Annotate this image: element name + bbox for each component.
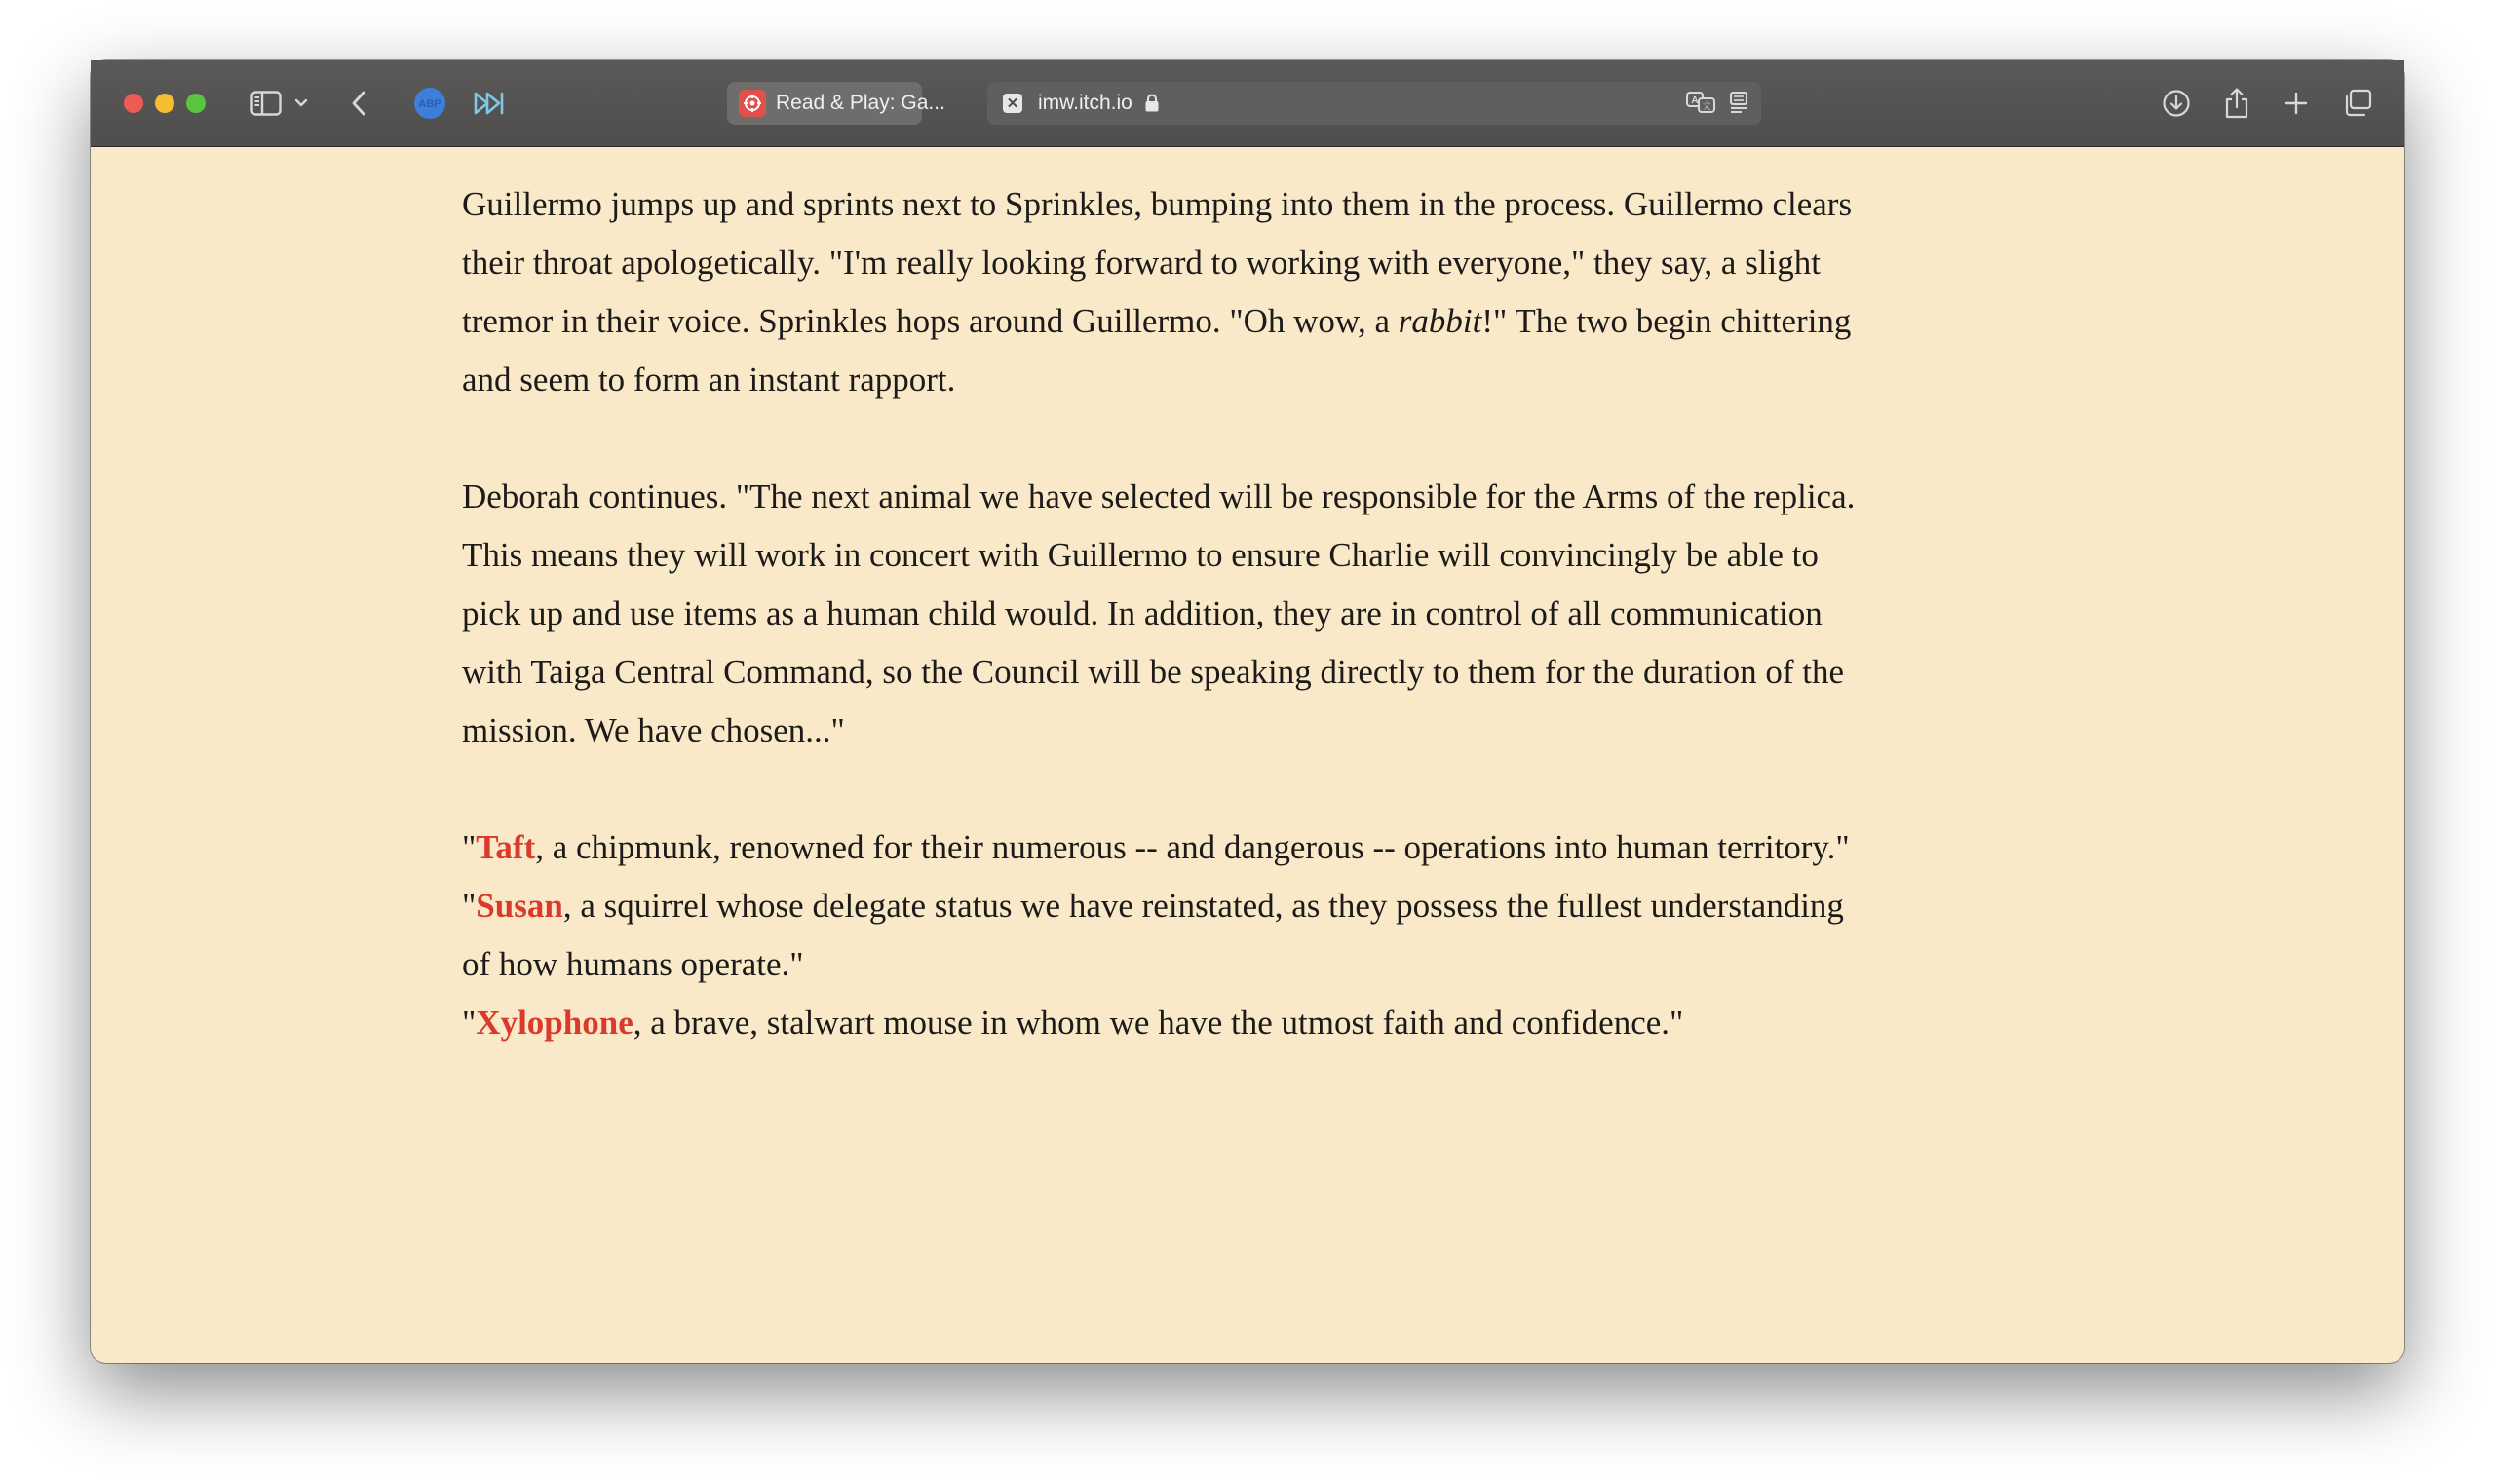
zoom-window-button[interactable] — [186, 94, 206, 113]
browser-window — [91, 60, 2404, 1363]
itch-favicon-icon — [739, 90, 766, 117]
abp-icon[interactable] — [412, 84, 447, 123]
tab-title: Read & Play: Ga... — [776, 92, 945, 114]
address-text: imw.itch.io — [1038, 92, 1132, 114]
address-bar[interactable] — [987, 82, 1761, 125]
choice-link-taft[interactable]: Taft — [476, 828, 536, 866]
choice-item: "Susan, a squirrel whose delegate status we have reinstated, as they possess the fullest understanding of how humans operate." — [462, 887, 1844, 983]
svg-text:文: 文 — [1702, 102, 1711, 112]
share-icon[interactable] — [2217, 84, 2256, 123]
download-icon[interactable] — [2157, 84, 2196, 123]
close-window-button[interactable] — [124, 94, 143, 113]
choice-link-xylophone[interactable]: Xylophone — [476, 1004, 633, 1042]
chevron-left-icon — [350, 90, 367, 117]
choice-link-susan[interactable]: Susan — [476, 887, 563, 925]
choice-item: "Xylophone, a brave, stalwart mouse in whom we have the utmost faith and confidence." — [462, 1004, 1684, 1042]
translate-icon[interactable] — [1685, 90, 1716, 121]
tab-overview-icon[interactable] — [2338, 84, 2377, 123]
story-content — [462, 175, 1865, 1052]
story-paragraph-1 — [462, 175, 1865, 409]
story-paragraph-2: Deborah continues. "The next animal we have selected will be responsible for the Arms of the replica. This means they will work in concert with Guillermo to ensure Charlie will convincingly be able to pick up and use items as a human child would. In addition, they are in control of all communication with Taiga Central Command, so the Council will be speaking directly to them for the duration of the mission. We have chosen..." — [462, 477, 1856, 749]
sidebar-icon[interactable] — [247, 84, 286, 123]
site-favicon-icon: ✕ — [1003, 94, 1022, 113]
svg-text:A: A — [1691, 95, 1699, 106]
skip-forward-icon[interactable] — [471, 84, 506, 123]
tab-active[interactable] — [727, 82, 945, 125]
back-button[interactable] — [344, 84, 373, 123]
story-text: Guillermo jumps up and sprints next to Sprinkles, bumping into them in the process. Guillermo clears their throat apologetically. "I'm really looking forward to working with everyone," they say, a slight tremor in their voice. Sprinkles hops around Guillermo. "Oh wow, a — [462, 185, 1853, 340]
plus-icon[interactable] — [2277, 84, 2316, 123]
browser-toolbar — [91, 60, 2404, 147]
story-emphasis: rabbit — [1398, 302, 1482, 340]
lock-icon — [1144, 94, 1160, 113]
choice-item: "Taft, a chipmunk, renowned for their numerous -- and dangerous -- operations into human territory." — [462, 828, 1850, 866]
reader-icon[interactable] — [1728, 90, 1751, 121]
minimize-window-button[interactable] — [155, 94, 174, 113]
story-text: !" The two begin chittering and seem to form an instant rapport. — [462, 302, 1852, 399]
chevron-down-icon[interactable] — [291, 84, 311, 123]
svg-text:ABP: ABP — [418, 98, 441, 110]
